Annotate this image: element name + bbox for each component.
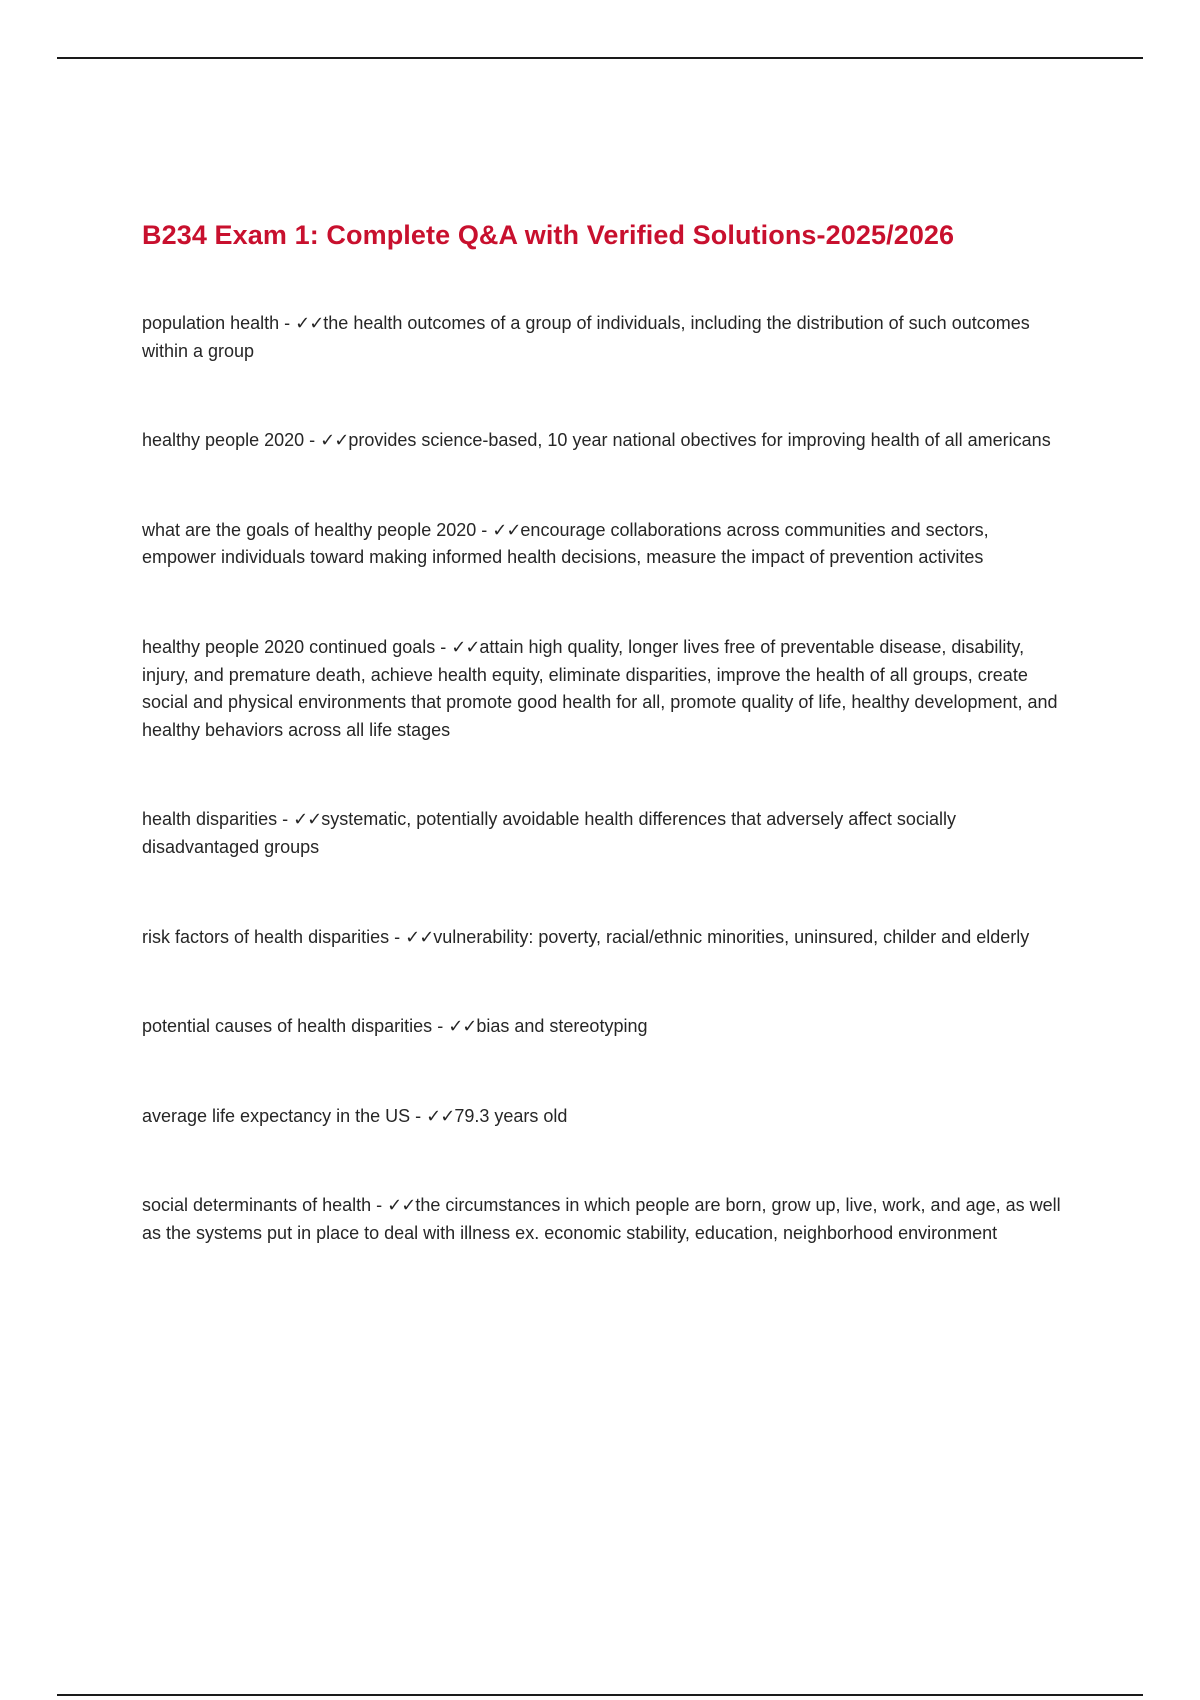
qa-answer: vulnerability: poverty, racial/ethnic minorities, uninsured, childer and elderly — [433, 926, 1030, 947]
qa-answer: systematic, potentially avoidable health differences that adversely affect socially disadvantaged groups — [142, 809, 956, 857]
qa-separator: - — [432, 1016, 449, 1037]
qa-term: healthy people 2020 continued goals — [142, 636, 436, 657]
document-title: B234 Exam 1: Complete Q&A with Verified Solutions-2025/2026 — [142, 220, 955, 250]
qa-answer: the circumstances in which people are born, grow up, live, work, and age, as well as the systems put in place to deal with illness ex. economic stability, education, neighborhood environment — [142, 1195, 1061, 1243]
double-check-icon: ✓✓ — [293, 809, 322, 830]
qa-term: what are the goals of healthy people 2020 — [142, 519, 477, 540]
qa-item — [142, 517, 1062, 572]
qa-separator: - — [435, 636, 452, 657]
qa-answer: 79.3 years old — [454, 1105, 568, 1126]
qa-item — [142, 806, 1062, 861]
qa-separator: - — [279, 313, 296, 333]
qa-separator: - — [476, 519, 493, 540]
double-check-icon: ✓✓ — [320, 430, 349, 451]
qa-item — [142, 924, 1062, 952]
double-check-icon: ✓✓ — [295, 313, 324, 333]
top-divider — [57, 57, 1143, 59]
qa-separator: - — [304, 430, 321, 451]
qa-list — [142, 310, 1062, 1248]
qa-answer: bias and stereotyping — [476, 1016, 648, 1037]
qa-item — [142, 310, 1062, 365]
double-check-icon: ✓✓ — [492, 519, 521, 540]
qa-term: health disparities — [142, 809, 278, 830]
bottom-divider — [57, 1694, 1143, 1696]
qa-answer: encourage collaborations across communities and sectors, empower individuals toward making informed health decisions, measure the impact of prevention activites — [142, 519, 989, 568]
qa-answer: attain high quality, longer lives free of preventable disease, disability, injury, and premature death, achieve health equity, eliminate disparities, improve the health of all groups, create social and physical environments that promote good health for all, promote quality of life, healthy development, and healthy behaviors across all life stages — [142, 636, 1058, 740]
qa-separator: - — [410, 1105, 427, 1126]
double-check-icon: ✓✓ — [426, 1105, 455, 1126]
qa-item — [142, 1192, 1062, 1247]
double-check-icon: ✓✓ — [405, 926, 434, 947]
qa-term: average life expectancy in the US — [142, 1105, 411, 1126]
qa-term: risk factors of health disparities — [142, 926, 390, 947]
qa-term: population health — [142, 313, 280, 333]
qa-term: potential causes of health disparities — [142, 1016, 433, 1037]
double-check-icon: ✓✓ — [451, 636, 480, 657]
qa-term: healthy people 2020 — [142, 430, 305, 451]
qa-separator: - — [371, 1195, 388, 1216]
qa-item — [142, 1103, 1062, 1131]
qa-item — [142, 634, 1062, 744]
qa-separator: - — [277, 809, 294, 830]
qa-answer: the health outcomes of a group of individuals, including the distribution of such outcomes within a group — [142, 313, 1030, 361]
double-check-icon: ✓✓ — [387, 1195, 416, 1216]
qa-separator: - — [389, 926, 406, 947]
double-check-icon: ✓✓ — [448, 1016, 477, 1037]
qa-term: social determinants of health — [142, 1195, 372, 1216]
qa-answer: provides science-based, 10 year national obectives for improving health of all americans — [348, 430, 1051, 451]
document-page — [142, 212, 1062, 1310]
qa-item — [142, 427, 1062, 455]
qa-item — [142, 1013, 1062, 1041]
